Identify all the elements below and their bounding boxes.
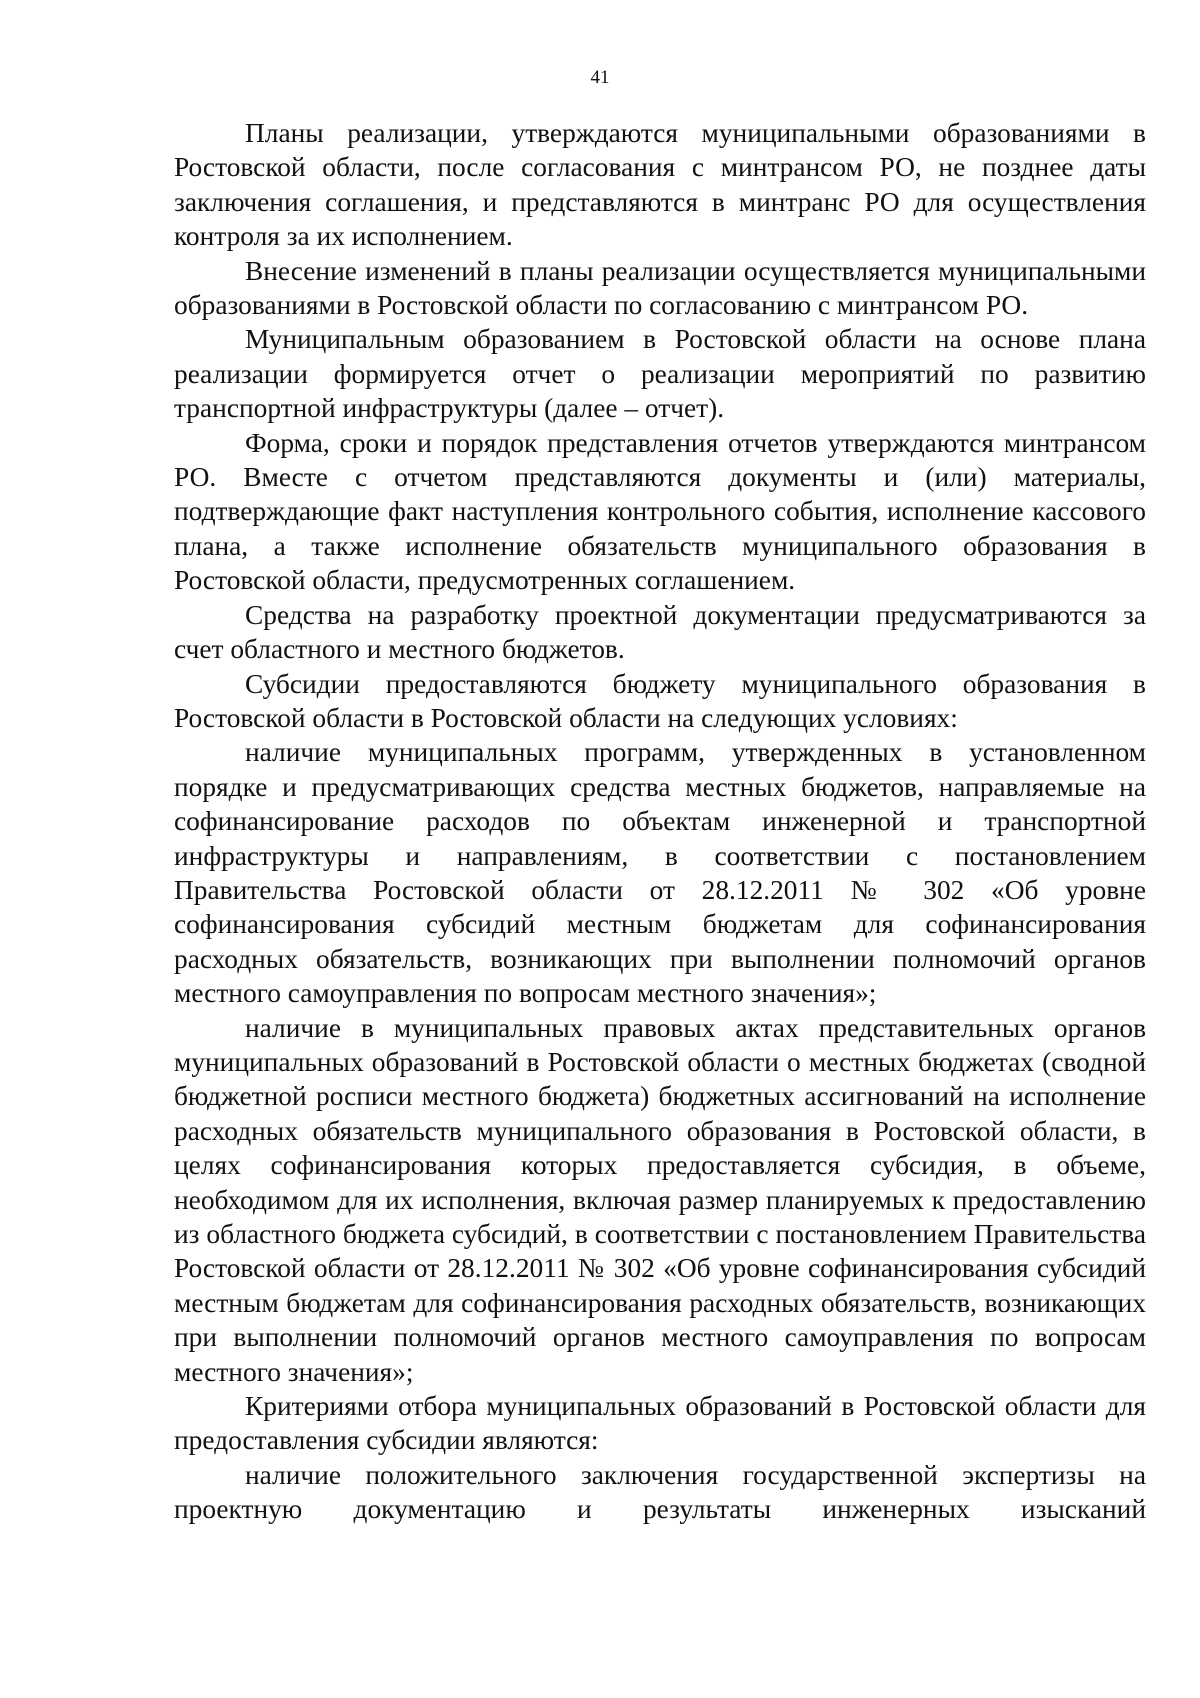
paragraph-subsidy-conditions: Субсидии предоставляются бюджету муниципального образования в Ростовской области в Ростовской области на следующих условиях: <box>174 668 1146 733</box>
paragraph-report-formation: Муниципальным образованием в Ростовской области на основе плана реализации формируется отчет о реализации мероприятий по развитию транспортной инфраструктуры (далее – отчет). <box>174 324 1146 424</box>
paragraph-criterion-expertise: наличие положительного заключения государственной экспертизы на проектную документацию и результаты инженерных изысканий <box>174 1459 1146 1525</box>
paragraph-plan-changes: Внесение изменений в планы реализации осуществляется муниципальными образованиями в Ростовской области по согласованию с минтрансом РО. <box>174 255 1146 321</box>
page-number: 41 <box>590 67 610 88</box>
paragraph-condition-budget-acts: наличие в муниципальных правовых актах представительных органов муниципальных образований в Ростовской области о местных бюджетах (сводной бюджетной росписи местного бюджета) бюджетных ассигнований на исполнение расходных обязательств муниципального образования в Ростовской области, в целях софинансирования которых предоставляется субсидия, в объеме, необходимом для их исполнения, включая размер планируемых к предоставлению из областного бюджета субсидий, в соответствии с постановлением Правительства Ростовской области от 28.12.2011 № 302 «Об уровне софинансирования субсидий местным бюджетам для софинансирования расходных обязательств, возникающих при выполнении полномочий органов местного самоуправления по вопросам местного значения»; <box>174 1012 1146 1387</box>
paragraph-report-form: Форма, сроки и порядок представления отчетов утверждаются минтрансом РО. Вместе с отчетом представляются документы и (или) материалы, подтверждающие факт наступления контрольного события, исполнение кассового плана, а также исполнение обязательств муниципального образования в Ростовской области, предусмотренных соглашением. <box>174 427 1146 596</box>
paragraph-implementation-plans: Планы реализации, утверждаются муниципальными образованиями в Ростовской области, после согласования с минтрансом РО, не позднее даты заключения соглашения, и представляются в минтранс РО для осуществления контроля за их исполнением. <box>174 118 1146 252</box>
paragraph-condition-programs: наличие муниципальных программ, утвержденных в установленном порядке и предусматривающих средства местных бюджетов, направляемые на софинансирование расходов по объектам инженерной и транспортной инфраструктуры и направлениям, в соответствии с постановлением Правительства Ростовской области от 28.12.2011 № 302 «Об уровне софинансирования субсидий местным бюджетам для софинансирования расходных обязательств, возникающих при выполнении полномочий органов местного самоуправления по вопросам местного значения»; <box>174 737 1146 1009</box>
paragraph-design-funding: Средства на разработку проектной документации предусматриваются за счет областного и местного бюджетов. <box>174 599 1146 665</box>
paragraph-selection-criteria: Критериями отбора муниципальных образований в Ростовской области для предоставления субсидии являются: <box>174 1391 1146 1456</box>
document-body <box>174 116 1146 1527</box>
